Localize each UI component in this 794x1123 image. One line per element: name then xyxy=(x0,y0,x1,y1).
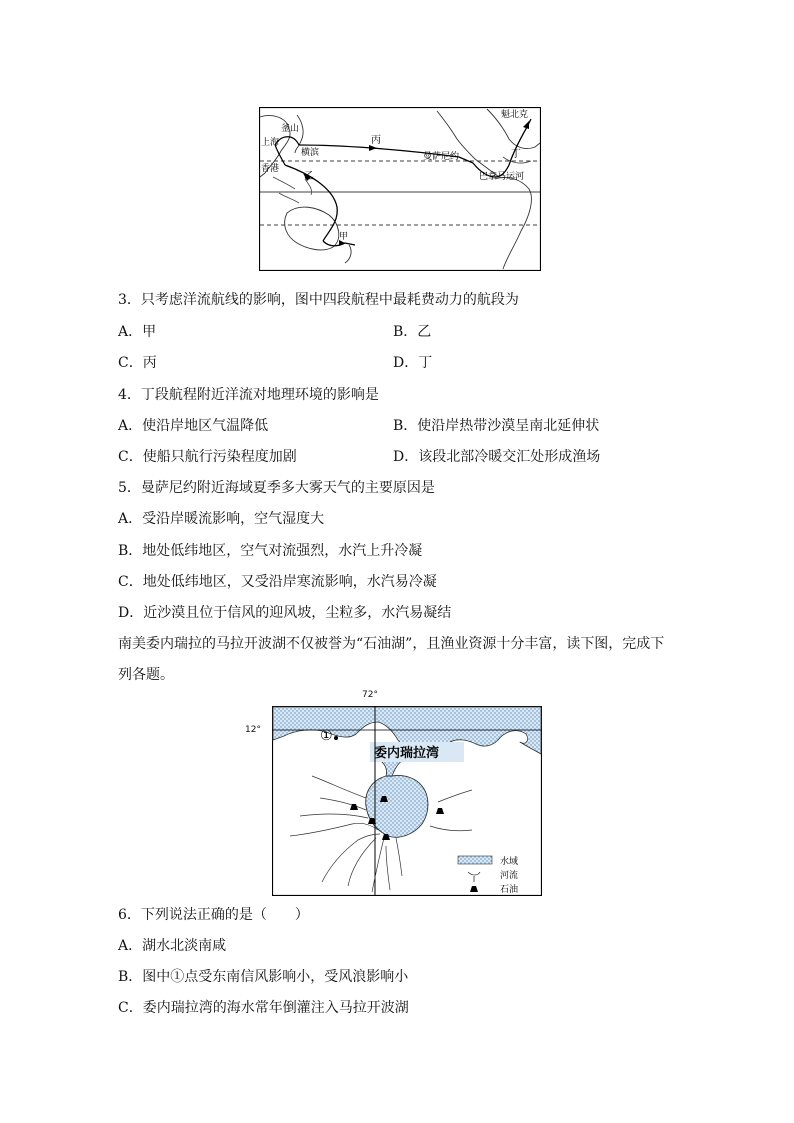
label-quebec: 魁北克 xyxy=(501,110,529,120)
label-manzanillo: 曼萨尼约 xyxy=(423,152,460,162)
point-1-label: ① xyxy=(320,728,333,744)
q4-stem: 4．丁段航程附近洋流对地理环境的影响是 xyxy=(118,387,379,403)
q5-option-a: A．受沿岸暖流影响，空气湿度大 xyxy=(118,511,325,527)
q4-option-d: D．该段北部冷暖交汇处形成渔场 xyxy=(393,449,601,465)
label-busan: 釜山 xyxy=(281,124,300,134)
q5-stem: 5．曼萨尼约附近海域夏季多大雾天气的主要原因是 xyxy=(118,480,435,496)
q3-option-b: B．乙 xyxy=(393,324,432,340)
legend-oil-label: 石油 xyxy=(500,885,519,895)
q3-option-a: A．甲 xyxy=(118,324,157,340)
q4-option-c: C．使船只航行污染程度加剧 xyxy=(118,449,297,465)
q3-option-d: D．丁 xyxy=(393,355,433,371)
label-bing: 丙 xyxy=(371,135,381,146)
label-yokohama: 横滨 xyxy=(301,148,320,158)
label-hongkong: 香港 xyxy=(261,164,280,174)
q3-stem: 3．只考虑洋流航线的影响，图中四段航程中最耗费动力的航段为 xyxy=(118,292,519,308)
latitude-label: 12° xyxy=(245,725,261,735)
label-panama: 巴拿马运河 xyxy=(479,172,525,182)
label-ding: 丁 xyxy=(511,149,521,160)
q6-option-b: B．图中①点受东南信风影响小，受风浪影响小 xyxy=(118,969,409,985)
legend-river-label: 河流 xyxy=(500,871,519,881)
label-jia: 甲 xyxy=(339,232,349,242)
intro-line-1: 南美委内瑞拉的马拉开波湖不仅被誉为“石油湖”，且渔业资源十分丰富，读下图，完成下 xyxy=(118,636,665,652)
q6-stem: 6．下列说法正确的是（ ） xyxy=(118,907,309,923)
q6-option-c: C．委内瑞拉湾的海水常年倒灌注入马拉开波湖 xyxy=(118,1000,409,1016)
longitude-label: 72° xyxy=(362,690,378,700)
q5-option-d: D．近沙漠且位于信风的迎风坡，尘粒多，水汽易凝结 xyxy=(118,605,452,621)
maracaibo-map xyxy=(272,706,542,896)
q6-option-a: A．湖水北淡南咸 xyxy=(118,938,227,954)
shipping-route-map xyxy=(259,107,541,271)
label-shanghai: 上海 xyxy=(261,138,280,148)
legend-water-label: 水域 xyxy=(500,857,519,867)
q5-option-b: B．地处低纬地区，空气对流强烈，水汽上升冷凝 xyxy=(118,543,423,559)
q4-option-a: A．使沿岸地区气温降低 xyxy=(118,418,269,434)
q4-option-b: B．使沿岸热带沙漠呈南北延伸状 xyxy=(393,418,600,434)
q5-option-c: C．地处低纬地区，又受沿岸寒流影响，水汽易冷凝 xyxy=(118,574,437,590)
intro-line-2: 列各题。 xyxy=(118,667,174,683)
label-yi: 乙 xyxy=(304,171,314,182)
gulf-label: 委内瑞拉湾 xyxy=(374,746,440,761)
q3-option-c: C．丙 xyxy=(118,355,157,371)
